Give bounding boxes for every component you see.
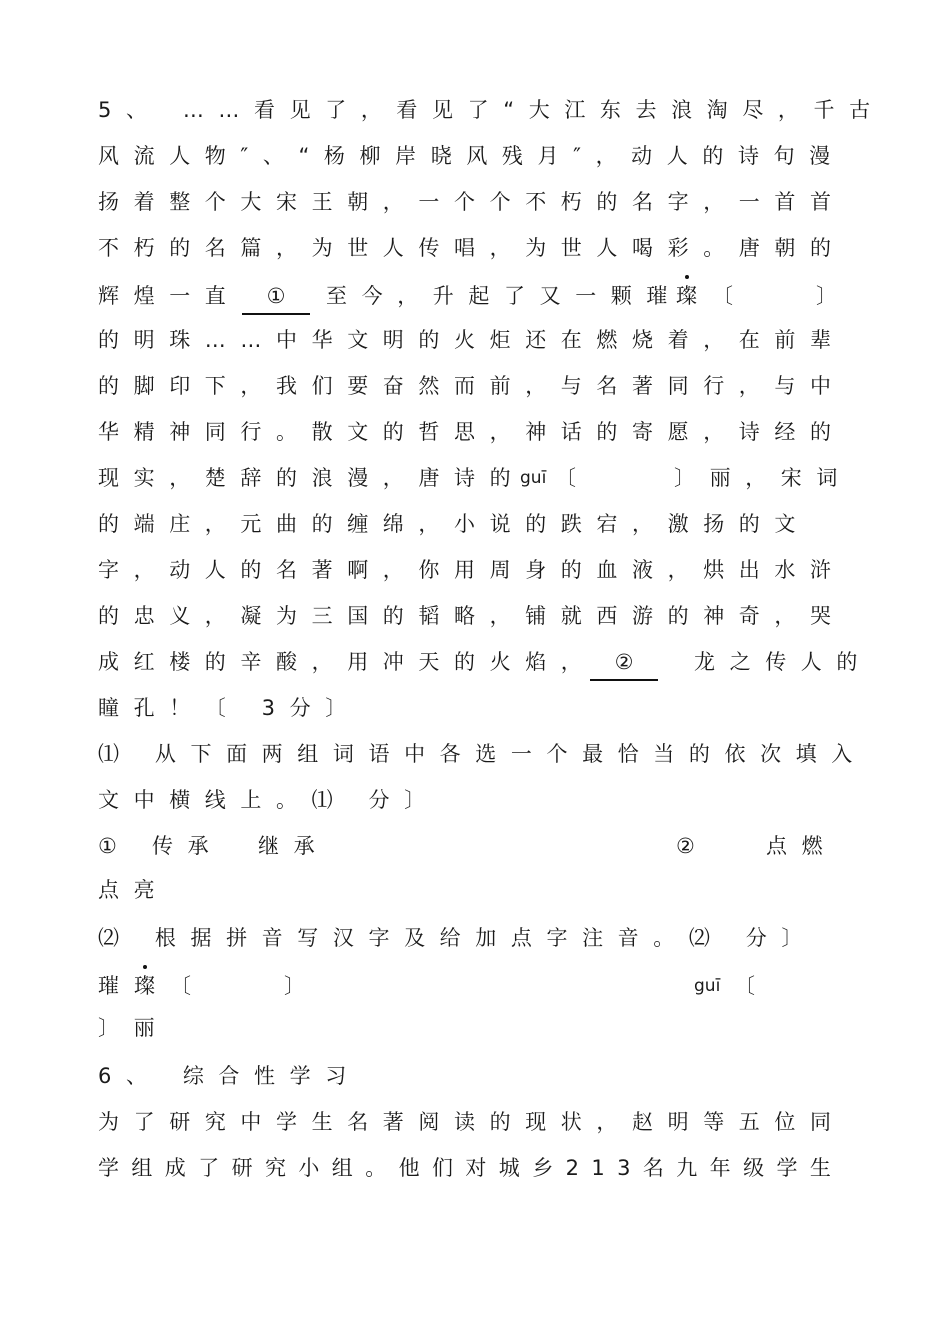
- pinyin: guī: [520, 468, 547, 488]
- bracket-open: 〔: [712, 284, 748, 308]
- options-line: [98, 829, 838, 863]
- text-segment: 璀: [98, 974, 134, 998]
- fill-blank-2[interactable]: ②: [590, 645, 658, 681]
- text-line: 的脚印下，我们要奋然而前，与名著同行，与中: [98, 374, 846, 398]
- text-line: 字，动人的名著啊，你用周身的血液，烘出水浒: [98, 558, 846, 582]
- text-line: 文中横线上。⑴ 分〕: [98, 788, 440, 812]
- bracket-close: 〕: [816, 284, 852, 308]
- text-line: 点亮: [98, 878, 170, 902]
- bracket-open: 〔: [555, 466, 591, 490]
- option-word: 继承: [258, 834, 330, 858]
- text-line: ⑴ 从下面两组词语中各选一个最恰当的依次填入: [98, 742, 867, 766]
- text-segment: 辉煌一直: [98, 284, 241, 308]
- option-number: ①: [98, 834, 132, 858]
- text-line: 的明珠……中华文明的火炬还在燃烧着，在前辈: [98, 328, 846, 352]
- option-word: 点燃: [766, 834, 838, 858]
- text-line: 华精神同行。散文的哲思，神话的寄愿，诗经的: [98, 420, 846, 444]
- fill-blank-1[interactable]: ①: [242, 279, 310, 315]
- text-line: ⑵ 根据拼音写汉字及给加点字注音。⑵ 分〕: [98, 926, 817, 950]
- text-segment: 〕丽，宋词: [674, 466, 852, 490]
- bracket-open: 〔: [170, 974, 206, 998]
- text-line: [98, 645, 872, 679]
- text-segment: 龙之传人的: [694, 650, 872, 674]
- text-line: [98, 279, 852, 313]
- bracket-close: 〕: [284, 974, 320, 998]
- text-line: 5、 ……看见了，看见了“大江东去浪淘尽，千古: [98, 98, 885, 122]
- option-number: ②: [676, 834, 710, 858]
- text-segment: 成红楼的辛酸，用冲天的火焰，: [98, 650, 597, 674]
- text-line: 的忠义，凝为三国的韬略，铺就西游的神奇，哭: [98, 604, 846, 628]
- text-line: 扬着整个大宋王朝，一个个不朽的名字，一首首: [98, 190, 846, 214]
- text-segment: 现实，楚辞的浪漫，唐诗的: [98, 466, 526, 490]
- text-segment: 至今，升起了又一颗璀: [326, 284, 682, 308]
- text-line: 瞳孔！〔 3分〕: [98, 696, 361, 720]
- text-line: [98, 461, 852, 495]
- dotted-character: 璨: [676, 279, 712, 313]
- text-line: 〕丽: [98, 1016, 170, 1040]
- text-line: 不朽的名篇，为世人传唱，为世人喝彩。唐朝的: [98, 236, 846, 260]
- text-line: 为了研究中学生名著阅读的现状，赵明等五位同: [98, 1110, 846, 1134]
- text-line: 的端庄，元曲的缠绵，小说的跌宕，激扬的文: [98, 512, 810, 536]
- bracket-open: 〔: [734, 974, 770, 998]
- pinyin: guī: [694, 976, 721, 996]
- option-word: 传承: [152, 834, 224, 858]
- dotted-character: 璨: [134, 969, 170, 1003]
- text-line: 学组成了研究小组。他们对城乡213名九年级学生: [98, 1156, 844, 1180]
- text-line: 风流人物″、“杨柳岸晓风残月″，动人的诗句漫: [98, 144, 845, 168]
- section-title: 6、 综合性学习: [98, 1064, 361, 1088]
- answer-line: [98, 969, 838, 1003]
